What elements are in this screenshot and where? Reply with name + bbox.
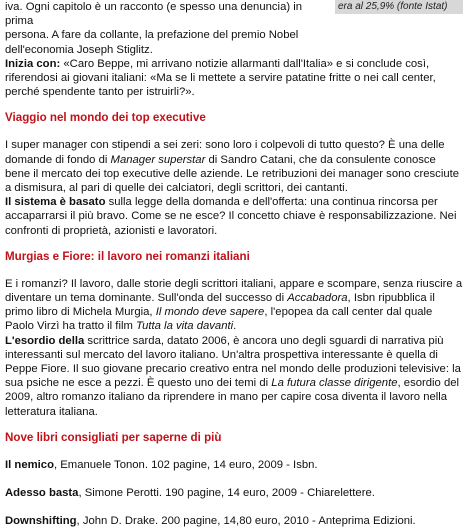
book-title-manager-superstar: Manager superstar <box>110 153 206 166</box>
book-item <box>5 486 463 500</box>
section2-bold-label: L'esordio della <box>5 334 85 347</box>
section2-text-b: , Isbn ripubblica il primo libro di Michela Murgia, <box>5 292 435 319</box>
intro-start-label: Inizia con: <box>5 57 61 70</box>
book-item <box>5 458 463 472</box>
intro-paragraph <box>5 57 463 100</box>
book-title: Downshifting <box>5 515 77 528</box>
section1-text-b: di Sandro Catani, che da consulente conosce bene il mercato dei top executive delle aziende. Le retribuzioni dei manager sono cresciute a dismisura, al pari di quelle dei calciatori, degli scrittori, dei cantanti. <box>5 153 460 195</box>
section1-text-c: sulla legge della domanda e dell'offerta: una continua rincorsa per accaparrarsi il più bravo. Come se ne esce? Il concetto chiave è responsabilizzazione. Nei confronti di proprietà, azionisti e lavoratori. <box>5 196 457 237</box>
section1-paragraph-1 <box>5 138 463 195</box>
section1-paragraph-2 <box>5 195 463 238</box>
section2-text-f: , esordio del 2009, altro romanzo italiano da riprendere in mano per capire cosa diventa il lavoro nella letteratura italiana. <box>5 377 460 418</box>
film-title-tutta-la-vita-davanti: Tutta la vita davanti <box>136 320 234 333</box>
section2-text-c: , l'epopea da call center dal quale Paolo Virzì ha tratto il film <box>5 306 433 333</box>
section2-paragraph-1 <box>5 277 463 334</box>
article <box>5 0 463 528</box>
section2-text-e: scrittrice sarda, datato 2006, è ancora uno degli sguardi di narrativa più interessanti sul mercato del lavoro italiano. Un'altra prospettiva interessante è quella di Peppe Fiore. Il suo giovane precario creativo entra nel mondo delle produzioni televisive: la sua psiche ne esce a pezzi. È questo uno dei temi di <box>5 334 461 390</box>
book-title: Adesso basta <box>5 487 79 500</box>
intro-line-1: iva. Ogni capitolo è un racconto (e spesso una denuncia) in prima <box>5 1 303 28</box>
book-title-accabadora: Accabadora <box>287 292 348 305</box>
book-item <box>5 514 463 528</box>
book-details: , Simone Perotti. 190 pagine, 14 euro, 2009 - Chiarelettere. <box>78 487 375 500</box>
book-details: , John D. Drake. 200 pagine, 14,80 euro, 2010 - Anteprima Edizioni. <box>76 515 416 528</box>
intro-line-2: persona. A fare da collante, la prefazione del premio Nobel <box>5 29 299 42</box>
section-heading-top-executive: Viaggio nel mondo dei top executive <box>5 111 206 125</box>
intro-start-text: «Caro Beppe, mi arrivano notizie allarmanti dall'Italia» e si conclude così, riferendosi ai giovani italiani: «Ma se li mettete a servire patatine fritte o nei call center, perché spendente tanto per istruirli?». <box>5 57 436 99</box>
section2-text-a: E i romanzi? Il lavoro, dalle storie degli scrittori italiani, appare e scompare, senza riuscire a diventare un tema dominante. Sull'onda del successo di <box>5 277 463 305</box>
section2-text-d: . <box>233 320 237 333</box>
section-heading-romanzi: Murgias e Fiore: il lavoro nei romanzi italiani <box>5 249 250 263</box>
book-title-il-mondo-deve-sapere: Il mondo deve sapere <box>155 306 265 319</box>
sidebar-note: era al 25,9% (fonte Istat) <box>335 0 463 14</box>
book-title: Il nemico <box>5 458 54 471</box>
book-title-la-futura-classe-dirigente: La futura classe dirigente <box>271 377 398 390</box>
book-details: , Emanuele Tonon. 102 pagine, 14 euro, 2009 - Isbn. <box>53 458 318 471</box>
intro-line-3: dell'economia Joseph Stiglitz. <box>5 43 153 56</box>
section-heading-nove-libri: Nove libri consigliati per saperne di più <box>5 430 222 444</box>
section1-bold-label: Il sistema è basato <box>5 196 106 209</box>
section2-paragraph-2 <box>5 334 463 419</box>
section1-text-a: I super manager con stipendi a sei zeri: sono loro i colpevoli di tutto questo? È una delle domande di fondo di <box>5 139 445 166</box>
